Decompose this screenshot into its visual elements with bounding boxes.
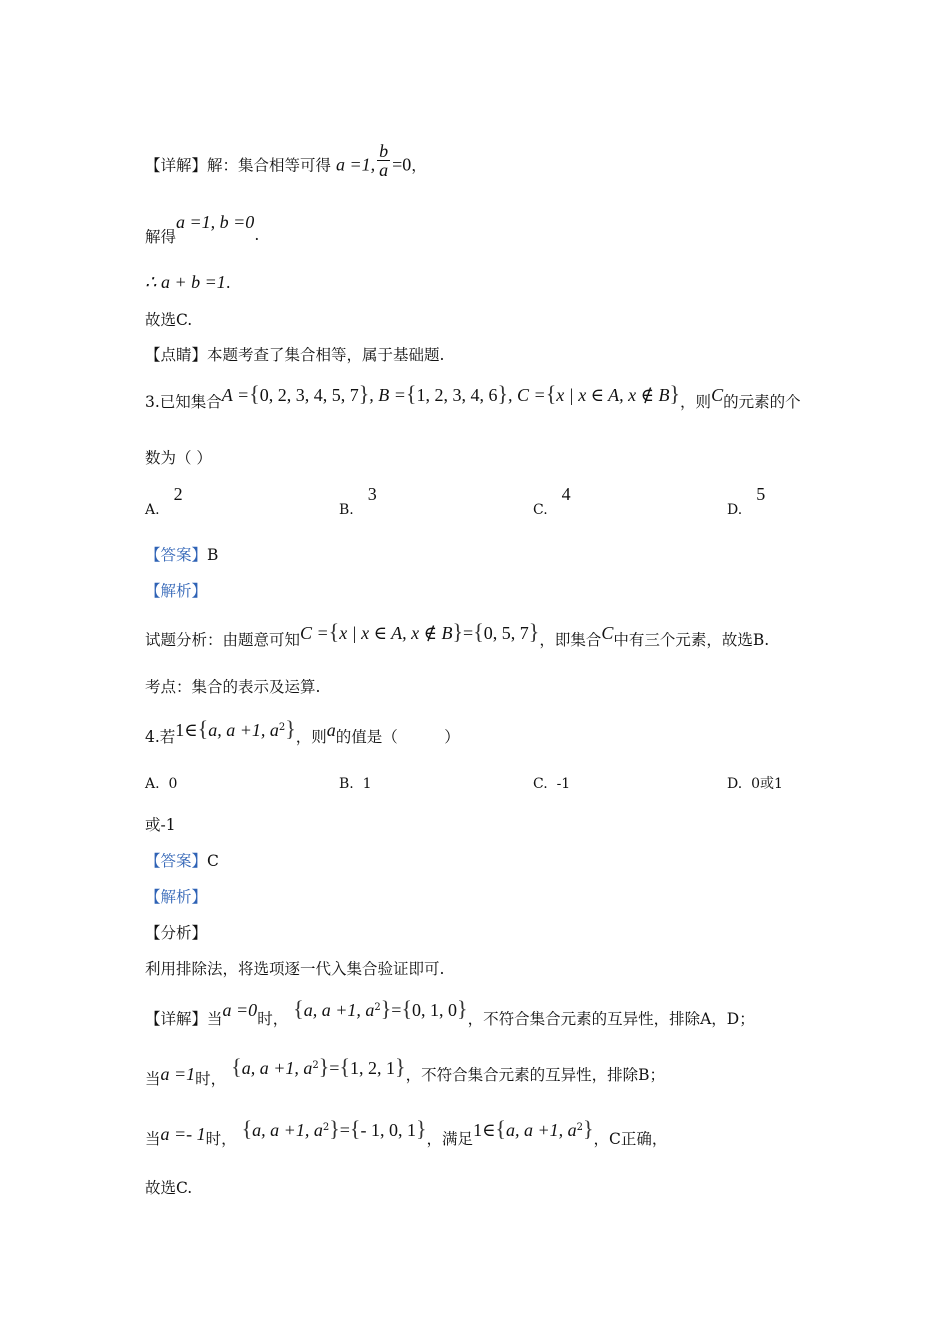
analysis-tail: ，即集合 xyxy=(539,631,602,649)
brace-close: } xyxy=(329,1116,340,1142)
option-value: 0或1 xyxy=(751,776,783,792)
comment-line xyxy=(145,345,444,365)
q4-a: a xyxy=(326,720,336,741)
text: 时， xyxy=(257,1010,289,1029)
fraction-b-over-a xyxy=(377,142,390,179)
option-value: -1 xyxy=(556,776,571,792)
punct: ， xyxy=(411,156,427,175)
q3-option-b xyxy=(339,484,377,519)
answer-value: C xyxy=(207,852,219,870)
analysis-C: C xyxy=(601,623,614,643)
text: 当 xyxy=(145,1130,161,1149)
eq: = xyxy=(339,1120,350,1141)
q3-point: 考点：集合的表示及运算. xyxy=(145,678,321,696)
therefore-line xyxy=(145,272,231,293)
eq: = xyxy=(329,1058,340,1079)
comment-tag: 【点睛】 xyxy=(145,346,208,364)
set: a, a +1, a xyxy=(303,1000,375,1021)
option-value: 5 xyxy=(756,484,766,504)
option-label: A. xyxy=(145,776,160,792)
q3-analysis-line xyxy=(145,619,770,649)
q3-C-lhs: , C = xyxy=(508,385,546,405)
detail-line-1 xyxy=(145,141,427,185)
option-label: D. xyxy=(727,502,743,518)
option-label: C. xyxy=(533,502,548,518)
brace-close: } xyxy=(669,381,681,406)
result: 0, 1, 0 xyxy=(412,1000,458,1021)
math-a-eq-1: a =1, xyxy=(335,154,376,175)
text: ，C正确， xyxy=(593,1130,668,1149)
condition: a =- 1 xyxy=(160,1124,206,1145)
solve-line xyxy=(145,212,260,246)
brace-close: } xyxy=(497,381,509,406)
detail-tag: 【详解】 xyxy=(145,1010,208,1029)
condition: a =1 xyxy=(160,1064,196,1085)
text: 时， xyxy=(195,1070,227,1089)
brace-close: } xyxy=(395,1054,406,1080)
text: 当 xyxy=(207,1010,223,1029)
comment-text: 本题考查了集合相等，属于基础题. xyxy=(207,346,445,364)
condition: a =0 xyxy=(222,1000,258,1021)
analysis-tail2: 中有三个元素，故选B. xyxy=(613,631,770,649)
q3-tail: ，则 xyxy=(680,393,712,411)
result: - 1, 0, 1 xyxy=(360,1120,416,1141)
q3-analysis-tag: 【解析】 xyxy=(145,582,208,600)
q4-set: a, a +1, a xyxy=(208,720,279,741)
option-value: 4 xyxy=(561,484,571,504)
analysis-lhs: C = xyxy=(300,623,329,643)
superscript: 2 xyxy=(374,1002,381,1013)
brace-close: } xyxy=(415,1116,427,1142)
detail-tag: 【详解】 xyxy=(145,156,208,175)
solve-math: a =1, b =0 xyxy=(176,212,255,232)
q3-stem-line2: 数为（ ） xyxy=(145,449,212,467)
q4-math-pre: 1∈ xyxy=(175,720,198,741)
superscript: 2 xyxy=(312,1060,319,1071)
q4-option-a xyxy=(145,774,177,794)
q4-lead: 4.若 xyxy=(145,728,176,747)
fraction-denominator: a xyxy=(379,160,389,180)
brace-close: } xyxy=(285,716,296,742)
q3-B-lhs: , B = xyxy=(369,385,406,405)
superscript: 2 xyxy=(322,1122,330,1133)
q3-C: C xyxy=(711,385,724,405)
q3-stem xyxy=(145,381,801,411)
eq: = xyxy=(391,1000,402,1021)
option-label: B. xyxy=(339,776,354,792)
brace-open: { xyxy=(197,716,209,742)
math-pre: 1∈ xyxy=(473,1120,496,1141)
q4-tail: ，则 xyxy=(295,728,327,747)
option-value: 1 xyxy=(362,776,372,792)
q4-detail-2 xyxy=(145,1054,665,1089)
q3-lead: 3.已知集合 xyxy=(145,393,222,411)
q4-option-d xyxy=(727,774,783,794)
q4-answer-line xyxy=(145,851,219,871)
q3-answer-line xyxy=(145,545,218,565)
punct: . xyxy=(254,226,260,244)
brace-open: { xyxy=(339,1054,350,1080)
q3-option-c xyxy=(533,484,571,519)
therefore-math: ∴ a + b =1 xyxy=(145,272,226,292)
text: ，满足 xyxy=(426,1130,474,1149)
q4-analysis-tag: 【解析】 xyxy=(145,888,208,906)
answer-tag: 【答案】 xyxy=(145,852,208,870)
option-label: B. xyxy=(339,502,354,518)
option-value: 3 xyxy=(367,484,377,504)
q4-option-c xyxy=(533,774,570,794)
brace-open: { xyxy=(293,996,304,1022)
choose-line: 故选C. xyxy=(145,311,193,329)
option-label: D. xyxy=(727,776,743,792)
q3-set-B: 1, 2, 3, 4, 6 xyxy=(416,385,498,405)
brace-close: } xyxy=(358,381,370,406)
brace-open: { xyxy=(495,1116,506,1142)
brace-close: } xyxy=(582,1116,594,1142)
brace-open: { xyxy=(249,381,260,406)
brace-close: } xyxy=(528,619,540,644)
q3-set-A: 0, 2, 3, 4, 5, 7 xyxy=(259,385,359,405)
text: 当 xyxy=(145,1070,161,1089)
q3-A-lhs: A = xyxy=(221,385,250,405)
option-value: 2 xyxy=(173,484,183,504)
q4-detail-1 xyxy=(145,996,755,1029)
analysis-set: x | x ∈ A, x ∉ B xyxy=(339,623,453,643)
brace-open: { xyxy=(405,381,417,406)
brace-open: { xyxy=(473,619,484,644)
q3-option-d xyxy=(727,484,766,519)
fraction-numerator: b xyxy=(379,141,389,161)
option-value: 0 xyxy=(168,776,178,792)
q3-tail2: 的元素的个 xyxy=(723,393,801,411)
brace-open: { xyxy=(401,996,413,1022)
q4-option-d-wrap: 或-1 xyxy=(145,816,176,834)
superscript: 2 xyxy=(278,722,286,733)
math-eq-0: =0 xyxy=(392,154,412,175)
brace-close: } xyxy=(318,1054,330,1080)
option-label: A. xyxy=(145,502,160,518)
answer-value: B xyxy=(207,546,219,564)
q4-fenxi-tag: 【分析】 xyxy=(145,924,208,942)
text: ，不符合集合元素的互异性，排除A，D； xyxy=(467,1010,755,1029)
analysis-result: 0, 5, 7 xyxy=(483,623,529,643)
result: 1, 2, 1 xyxy=(350,1058,395,1079)
set: a, a +1, a xyxy=(241,1058,313,1079)
q4-tail2: 的值是（ ） xyxy=(335,728,460,747)
superscript: 2 xyxy=(576,1122,583,1133)
punct: . xyxy=(225,274,231,292)
set: a, a +1, a xyxy=(252,1120,323,1141)
set: a, a +1, a xyxy=(505,1120,577,1141)
q4-stem xyxy=(145,716,460,747)
brace-open: { xyxy=(349,1116,361,1142)
brace-open: { xyxy=(241,1116,253,1142)
brace-close: } xyxy=(457,996,468,1022)
text: ，不符合集合元素的互异性，排除B； xyxy=(405,1066,665,1085)
q4-detail-3 xyxy=(145,1116,668,1149)
q4-option-b xyxy=(339,774,372,794)
brace-close: } xyxy=(452,619,464,644)
q3-option-a xyxy=(145,484,183,519)
q4-fenxi-text: 利用排除法，将选项逐一代入集合验证即可. xyxy=(145,960,445,978)
solve-text: 解得 xyxy=(145,228,177,246)
brace-close: } xyxy=(380,996,392,1022)
option-label: C. xyxy=(533,776,548,792)
brace-open: { xyxy=(328,619,340,644)
answer-tag: 【答案】 xyxy=(145,546,208,564)
text: 时， xyxy=(205,1130,237,1149)
detail-text: 解：集合相等可得 xyxy=(207,156,332,175)
q4-final: 故选C. xyxy=(145,1179,193,1197)
analysis-text: 试题分析：由题意可知 xyxy=(145,631,301,649)
brace-open: { xyxy=(545,381,557,406)
analysis-eq: = xyxy=(463,623,474,643)
q3-set-C: x | x ∈ A, x ∉ B xyxy=(556,385,670,405)
brace-open: { xyxy=(231,1054,242,1080)
